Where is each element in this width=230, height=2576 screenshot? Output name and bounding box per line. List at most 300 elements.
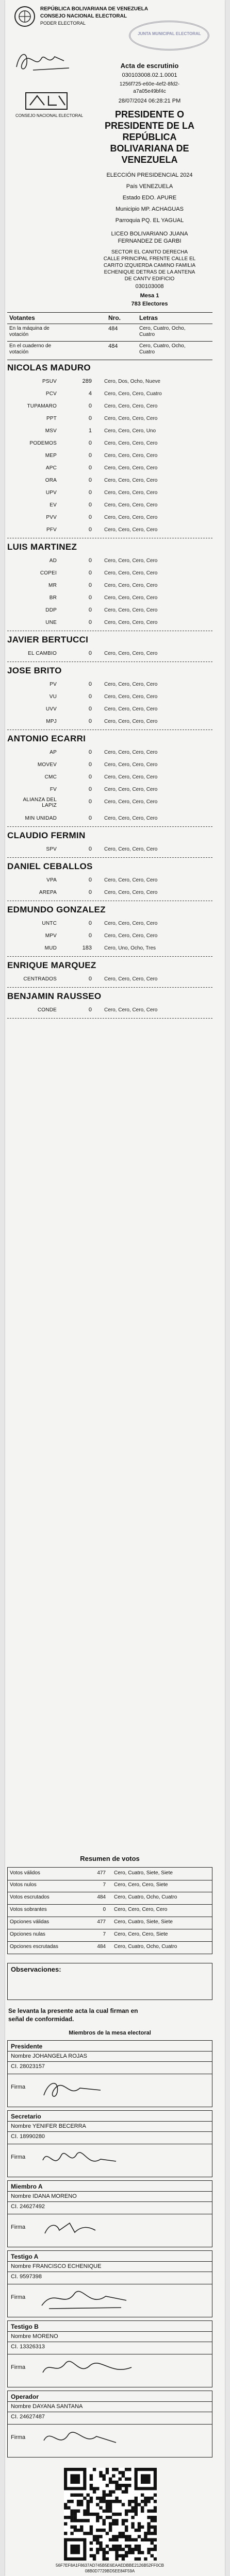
party-row (7, 874, 212, 886)
member-role: Testigo B (11, 2323, 39, 2330)
party-votes-words: Cero, Cero, Cero, Cero (104, 976, 158, 982)
party-row (7, 812, 212, 824)
party-votes: 0 (88, 749, 92, 755)
party-votes: 0 (88, 582, 92, 588)
party-name: AP (50, 750, 57, 755)
state: Estado EDO. APURE (122, 195, 177, 201)
member-role: Operador (11, 2393, 39, 2400)
party-votes-words: Cero, Cero, Cero, Cero (104, 921, 158, 926)
party-name: PPT (46, 416, 57, 421)
tally-row (7, 325, 212, 343)
party-name: CENTRADOS (23, 976, 57, 982)
party-votes: 0 (88, 527, 92, 533)
member-name: Nombre MORENO (11, 2333, 58, 2340)
address-3: CARITO IZQUIERDA CAMINO FAMILIA (103, 263, 196, 268)
address-4: ECHENIQUE DETRAS DE LA ANTENA (104, 269, 195, 275)
logo-caption: CONSEJO NACIONAL ELECTORAL (15, 113, 84, 118)
tally-label-2: votación (9, 349, 29, 355)
party-name: PSUV (42, 379, 57, 384)
observations-box (7, 1963, 212, 2000)
candidate-divider (7, 956, 212, 957)
parish: Parroquia PQ. EL YAGUAL (115, 217, 184, 224)
summary-words: Cero, Cuatro, Siete, Siete (114, 1919, 173, 1925)
member-field-line (8, 2401, 212, 2402)
party-name: MPV (45, 933, 57, 939)
candidate-divider (7, 987, 212, 988)
address-2: CALLE PRINCIPAL FRENTE CALLE EL (103, 256, 196, 262)
tally-words-2: Cuatro (139, 349, 155, 355)
summary-num: 0 (103, 1907, 106, 1912)
party-name: AREPA (39, 890, 57, 895)
party-votes-words: Cero, Cero, Cero, Cero (104, 787, 158, 792)
tally-label-1: En el cuaderno de (9, 343, 52, 349)
party-row (7, 929, 212, 942)
party-name: EV (50, 502, 57, 508)
tally-row (7, 342, 212, 361)
address-5: DE CANTV EDIFICIO (124, 276, 175, 282)
tally-num: 484 (108, 343, 118, 349)
party-name: UVV (45, 706, 57, 712)
acta-code: 030103008.02.1.0001 (122, 72, 177, 78)
party-name: UNTC (42, 921, 57, 926)
member-signature (39, 2145, 142, 2174)
party-votes-words: Cero, Cero, Cero, Cero (104, 694, 158, 700)
member-firma: Firma (11, 2434, 26, 2441)
party-votes: 0 (88, 502, 92, 508)
party-row (7, 474, 212, 486)
party-row (7, 449, 212, 462)
party-row (7, 690, 212, 703)
candidate-name: JAVIER BERTUCCI (7, 635, 89, 645)
party-votes: 0 (88, 619, 92, 625)
signing-note-2: señal de conformidad. (8, 2015, 74, 2023)
party-row (7, 703, 212, 715)
party-row (7, 795, 212, 812)
summary-title: Resumen de votos (80, 1855, 140, 1862)
party-row (7, 591, 212, 604)
party-votes: 0 (88, 718, 92, 724)
member-box (7, 2320, 212, 2387)
member-field-line (8, 2061, 212, 2062)
title-line-4: BOLIVARIANA DE (110, 143, 189, 154)
candidate-name: NICOLAS MADURO (7, 363, 91, 372)
party-name: PV (50, 682, 57, 687)
candidate-name: ENRIQUE MARQUEZ (7, 960, 96, 970)
party-votes-words: Cero, Cero, Cero, Cero (104, 706, 158, 712)
member-field-line (8, 2121, 212, 2122)
member-field-line (8, 2331, 212, 2332)
candidate-name: CLAUDIO FERMIN (7, 831, 86, 840)
party-row (7, 462, 212, 474)
summary-words: Cero, Cuatro, Ocho, Cuatro (114, 1894, 177, 1900)
party-votes: 0 (88, 595, 92, 601)
member-signature (39, 2285, 142, 2314)
party-row (7, 554, 212, 567)
party-name: EL CAMBIO (28, 651, 57, 656)
badge-line-1: REPÚBLICA BOLIVARIANA DE VENEZUELA (40, 6, 149, 12)
summary-words: Cero, Cuatro, Ocho, Cuatro (114, 1944, 177, 1950)
member-field-line (8, 2131, 212, 2132)
col-letras: Letras (139, 314, 158, 321)
summary-num: 7 (103, 1931, 106, 1937)
party-votes-words: Cero, Cero, Cero, Cero (104, 1007, 158, 1013)
party-row (7, 771, 212, 783)
member-box (7, 2391, 212, 2458)
member-name: Nombre FRANCISCO ECHENIQUE (11, 2263, 102, 2269)
party-row (7, 523, 212, 536)
party-row (7, 886, 212, 899)
party-name: MOVEV (37, 762, 57, 768)
col-nro: Nro. (108, 314, 121, 321)
party-votes: 0 (88, 889, 92, 895)
party-votes-words: Cero, Cero, Cero, Cero (104, 762, 158, 768)
party-votes-words: Cero, Dos, Ocho, Nueve (104, 379, 160, 384)
party-name: COPEI (40, 570, 57, 576)
party-row (7, 746, 212, 758)
party-votes: 0 (88, 786, 92, 792)
signing-note-1: Se levanta la presente acta la cual firman en (8, 2007, 138, 2014)
member-name: Nombre YENIFER BECERRA (11, 2123, 86, 2129)
party-votes: 0 (88, 477, 92, 483)
divider (7, 341, 212, 342)
party-row (7, 486, 212, 499)
member-firma: Firma (11, 2084, 26, 2090)
badge-line-2: CONSEJO NACIONAL ELECTORAL (40, 13, 127, 19)
cne-logo (15, 92, 84, 124)
party-votes: 0 (88, 774, 92, 780)
member-box (7, 2040, 212, 2107)
party-votes-words: Cero, Cero, Cero, Cero (104, 799, 158, 805)
party-votes-words: Cero, Cero, Cero, Cero (104, 490, 158, 496)
party-votes: 0 (88, 846, 92, 852)
candidate-name: BENJAMIN RAUSSEO (7, 991, 102, 1001)
voting-center-2: FERNANDEZ DE GARBI (118, 238, 182, 244)
party-votes-words: Cero, Cero, Cero, Cero (104, 583, 158, 588)
badge-line-3: PODER ELECTORAL (40, 21, 86, 26)
party-row (7, 843, 212, 855)
member-name: Nombre IDANA MORENO (11, 2193, 77, 2199)
party-row (7, 783, 212, 795)
summary-words: Cero, Cero, Cero, Siete (114, 1931, 168, 1937)
member-role: Secretario (11, 2113, 41, 2120)
country: País VENEZUELA (126, 183, 173, 190)
party-name: SPV (46, 846, 57, 852)
candidate-name: JOSE BRITO (7, 666, 62, 675)
member-name: Nombre JOHANGELA ROJAS (11, 2053, 87, 2059)
footer-hash-2: 08B0D7729BD5EE84F59A (85, 2569, 135, 2573)
qr-code (64, 2468, 157, 2561)
party-votes-words: Cero, Cero, Cero, Cero (104, 515, 158, 520)
summary-label: Votos nulos (10, 1882, 37, 1888)
party-votes-words: Cero, Cero, Cero, Cero (104, 877, 158, 883)
summary-row (7, 1904, 212, 1917)
party-votes-words: Cero, Cero, Cero, Cero (104, 620, 158, 625)
election-name: ELECCIÓN PRESIDENCIAL 2024 (106, 172, 193, 178)
party-votes: 0 (88, 465, 92, 471)
electores: 783 Electores (131, 301, 168, 307)
party-votes-words: Cero, Uno, Ocho, Tres (104, 945, 156, 951)
member-ci: CI. 9597398 (11, 2274, 42, 2280)
member-signature (39, 2355, 142, 2384)
member-field-line (8, 2051, 212, 2052)
party-row (7, 1004, 212, 1016)
party-votes-words: Cero, Cero, Cero, Cero (104, 403, 158, 409)
party-row (7, 579, 212, 591)
party-row (7, 647, 212, 659)
member-firma: Firma (11, 2154, 26, 2160)
summary-row (7, 1867, 212, 1880)
footer-hash-1: 56F7EF8A1F8637AD745B5E6EAAEDBBE2126B52FF0CB (56, 2563, 164, 2568)
party-name: UPV (45, 490, 57, 496)
party-votes-words: Cero, Cero, Cero, Cero (104, 453, 158, 459)
summary-num: 484 (97, 1944, 106, 1950)
mesa: Mesa 1 (140, 293, 159, 299)
party-name: DDP (45, 607, 57, 613)
member-ci: CI. 28023157 (11, 2063, 45, 2070)
acta-datetime: 28/07/2024 06:28:21 PM (118, 98, 181, 104)
summary-row (7, 1929, 212, 1942)
member-role: Presidente (11, 2043, 43, 2050)
summary-label: Opciones nulas (10, 1931, 45, 1937)
party-name: MUD (44, 945, 57, 951)
party-votes-words: Cero, Cero, Cero, Uno (104, 428, 156, 434)
party-votes: 0 (88, 570, 92, 576)
candidate-name: DANIEL CEBALLOS (7, 861, 93, 871)
cne-emblem-icon (13, 5, 36, 28)
summary-label: Votos escrutados (10, 1894, 50, 1900)
party-row (7, 400, 212, 412)
member-ci: CI. 24627492 (11, 2204, 45, 2210)
party-votes-words: Cero, Cero, Cero, Cero (104, 440, 158, 446)
party-row (7, 499, 212, 511)
col-votantes: Votantes (9, 314, 35, 321)
member-firma: Firma (11, 2294, 26, 2300)
summary-words: Cero, Cero, Cero, Cero (114, 1907, 168, 1912)
party-votes-words: Cero, Cero, Cero, Cero (104, 719, 158, 724)
electoral-stamp (129, 21, 209, 50)
party-votes: 0 (88, 815, 92, 821)
party-votes-words: Cero, Cero, Cero, Cero (104, 682, 158, 687)
tally-label-1: En la máquina de (9, 326, 50, 331)
member-firma: Firma (11, 2364, 26, 2370)
party-row (7, 387, 212, 400)
summary-words: Cero, Cuatro, Siete, Siete (114, 1870, 173, 1876)
member-signature (39, 2425, 142, 2454)
party-name: AD (49, 558, 57, 564)
party-row (7, 758, 212, 771)
municipality: Municipio MP. ACHAGUAS (116, 206, 184, 212)
party-row (7, 616, 212, 629)
party-votes: 0 (88, 706, 92, 712)
party-votes: 0 (88, 415, 92, 421)
party-name: MPJ (46, 719, 57, 724)
party-votes: 0 (88, 976, 92, 982)
party-votes: 0 (88, 403, 92, 409)
title-line-1: PRESIDENTE O (114, 109, 185, 120)
candidate-divider (7, 826, 212, 827)
member-signature (39, 2075, 142, 2104)
summary-num: 477 (97, 1919, 106, 1925)
party-votes-words: Cero, Cero, Cero, Cero (104, 816, 158, 821)
party-name: UNE (45, 620, 57, 625)
party-votes: 0 (88, 514, 92, 520)
member-role: Miembro A (11, 2183, 43, 2190)
tally-num: 484 (108, 326, 118, 332)
summary-row (7, 1917, 212, 1929)
tally-words-1: Cero, Cuatro, Ocho, (139, 343, 186, 349)
summary-label: Opciones escrutadas (10, 1944, 58, 1950)
member-ci: CI. 24627487 (11, 2414, 45, 2420)
tally-words-2: Cuatro (139, 332, 155, 337)
party-votes-words: Cero, Cero, Cero, Cuatro (104, 391, 162, 397)
party-votes-words: Cero, Cero, Cero, Cero (104, 607, 158, 613)
party-row (7, 375, 212, 387)
party-votes: 0 (88, 440, 92, 446)
party-votes-words: Cero, Cero, Cero, Cero (104, 774, 158, 780)
tally-words-1: Cero, Cuatro, Ocho, (139, 326, 186, 331)
party-row (7, 412, 212, 425)
party-votes: 0 (88, 557, 92, 564)
party-name: ORA (45, 478, 57, 483)
party-votes-words: Cero, Cero, Cero, Cero (104, 478, 158, 483)
party-row (7, 425, 212, 437)
member-field-line (8, 2261, 212, 2262)
party-votes-words: Cero, Cero, Cero, Cero (104, 527, 158, 533)
party-votes: 1 (88, 428, 92, 434)
party-name: MR (48, 583, 57, 588)
summary-num: 484 (97, 1894, 106, 1900)
member-field-line (8, 2424, 212, 2425)
party-name: PFV (46, 527, 57, 533)
party-row (7, 973, 212, 985)
party-votes: 0 (88, 877, 92, 883)
member-box (7, 2180, 212, 2247)
header-signature (12, 47, 74, 78)
member-ci: CI. 18990280 (11, 2133, 45, 2140)
summary-row (7, 1879, 212, 1892)
member-signature (39, 2215, 142, 2244)
summary-words: Cero, Cero, Cero, Siete (114, 1882, 168, 1888)
candidate-divider (7, 1018, 212, 1019)
party-row (7, 437, 212, 449)
summary-row (7, 1892, 212, 1905)
acta-hash-1: 1256f725-e60e-4ef2-8fd2- (119, 81, 180, 87)
party-votes-words: Cero, Cero, Cero, Cero (104, 570, 158, 576)
center-code: 030103008 (135, 283, 164, 290)
candidate-name: EDMUNDO GONZALEZ (7, 905, 106, 914)
party-votes: 0 (88, 650, 92, 656)
party-votes-words: Cero, Cero, Cero, Cero (104, 502, 158, 508)
member-name: Nombre DAYANA SANTANA (11, 2403, 83, 2410)
address-1: SECTOR EL CANITO DERECHA (111, 249, 188, 255)
party-name: CMC (44, 774, 57, 780)
title-line-5: VENEZUELA (121, 155, 178, 165)
party-votes-words: Cero, Cero, Cero, Cero (104, 846, 158, 852)
candidate-name: ANTONIO ECARRI (7, 734, 86, 743)
party-row (7, 917, 212, 929)
summary-num: 7 (103, 1882, 106, 1888)
party-name: MSV (45, 428, 57, 434)
party-votes: 0 (88, 799, 92, 805)
member-box (7, 2110, 212, 2177)
party-name: PVV (46, 515, 57, 520)
party-name: ALIANZA DEL LAPIZ (23, 797, 57, 808)
party-votes-words: Cero, Cero, Cero, Cero (104, 558, 158, 564)
candidate-name: LUIS MARTINEZ (7, 542, 77, 552)
party-votes: 0 (88, 933, 92, 939)
party-name: MEP (45, 453, 57, 459)
party-name: VPA (46, 877, 57, 883)
party-votes-words: Cero, Cero, Cero, Cero (104, 750, 158, 755)
tally-label-2: votación (9, 332, 29, 337)
party-votes: 0 (88, 681, 92, 687)
party-row (7, 678, 212, 690)
party-votes-words: Cero, Cero, Cero, Cero (104, 595, 158, 601)
divider (7, 312, 212, 313)
acta-label: Acta de escrutinio (120, 62, 179, 70)
cne-logo-icon (25, 92, 68, 110)
summary-label: Opciones válidas (10, 1919, 50, 1925)
member-ci: CI. 13326313 (11, 2344, 45, 2350)
party-votes: 0 (88, 452, 92, 459)
party-name: TUPAMARO (27, 403, 57, 409)
party-votes: 0 (88, 761, 92, 768)
observations-label: Observaciones: (11, 1965, 61, 1973)
party-votes-words: Cero, Cero, Cero, Cero (104, 416, 158, 421)
party-row (7, 715, 212, 727)
members-title: Miembros de la mesa electoral (69, 2030, 151, 2036)
title-line-2: PRESIDENTE DE LA (104, 121, 195, 131)
summary-num: 477 (97, 1870, 106, 1876)
party-name: MIN UNIDAD (25, 816, 57, 821)
party-name: FV (50, 787, 57, 792)
voting-center-1: LICEO BOLIVARIANO JUANA (111, 231, 188, 237)
party-votes: 289 (82, 378, 92, 384)
member-role: Testigo A (11, 2253, 39, 2260)
party-name: VU (49, 694, 57, 700)
party-name: PODEMOS (29, 440, 57, 446)
party-votes: 0 (88, 489, 92, 496)
member-field-line (8, 2191, 212, 2192)
summary-label: Votos sobrantes (10, 1907, 47, 1912)
stamp-text: JUNTA MUNICIPAL ELECTORAL (138, 31, 201, 36)
party-name: PCV (45, 391, 57, 397)
party-votes: 4 (88, 391, 92, 397)
member-field-line (8, 2201, 212, 2202)
party-row (7, 604, 212, 616)
party-votes-words: Cero, Cero, Cero, Cero (104, 651, 158, 656)
party-votes: 183 (82, 945, 92, 951)
acta-hash-2: a7a05e49bf4c (133, 89, 166, 94)
party-name: BR (49, 595, 57, 601)
party-votes: 0 (88, 920, 92, 926)
summary-row (7, 1941, 212, 1954)
member-box (7, 2250, 212, 2317)
party-row (7, 942, 212, 954)
summary-label: Votos válidos (10, 1870, 40, 1876)
party-votes: 0 (88, 607, 92, 613)
title-line-3: REPÚBLICA (122, 132, 177, 142)
party-votes: 0 (88, 1007, 92, 1013)
party-votes: 0 (88, 693, 92, 700)
party-votes-words: Cero, Cero, Cero, Cero (104, 890, 158, 895)
candidate-divider (7, 857, 212, 858)
member-firma: Firma (11, 2224, 26, 2230)
party-name: CONDE (37, 1007, 57, 1013)
party-row (7, 511, 212, 523)
party-row (7, 567, 212, 579)
party-name: APC (45, 465, 57, 471)
